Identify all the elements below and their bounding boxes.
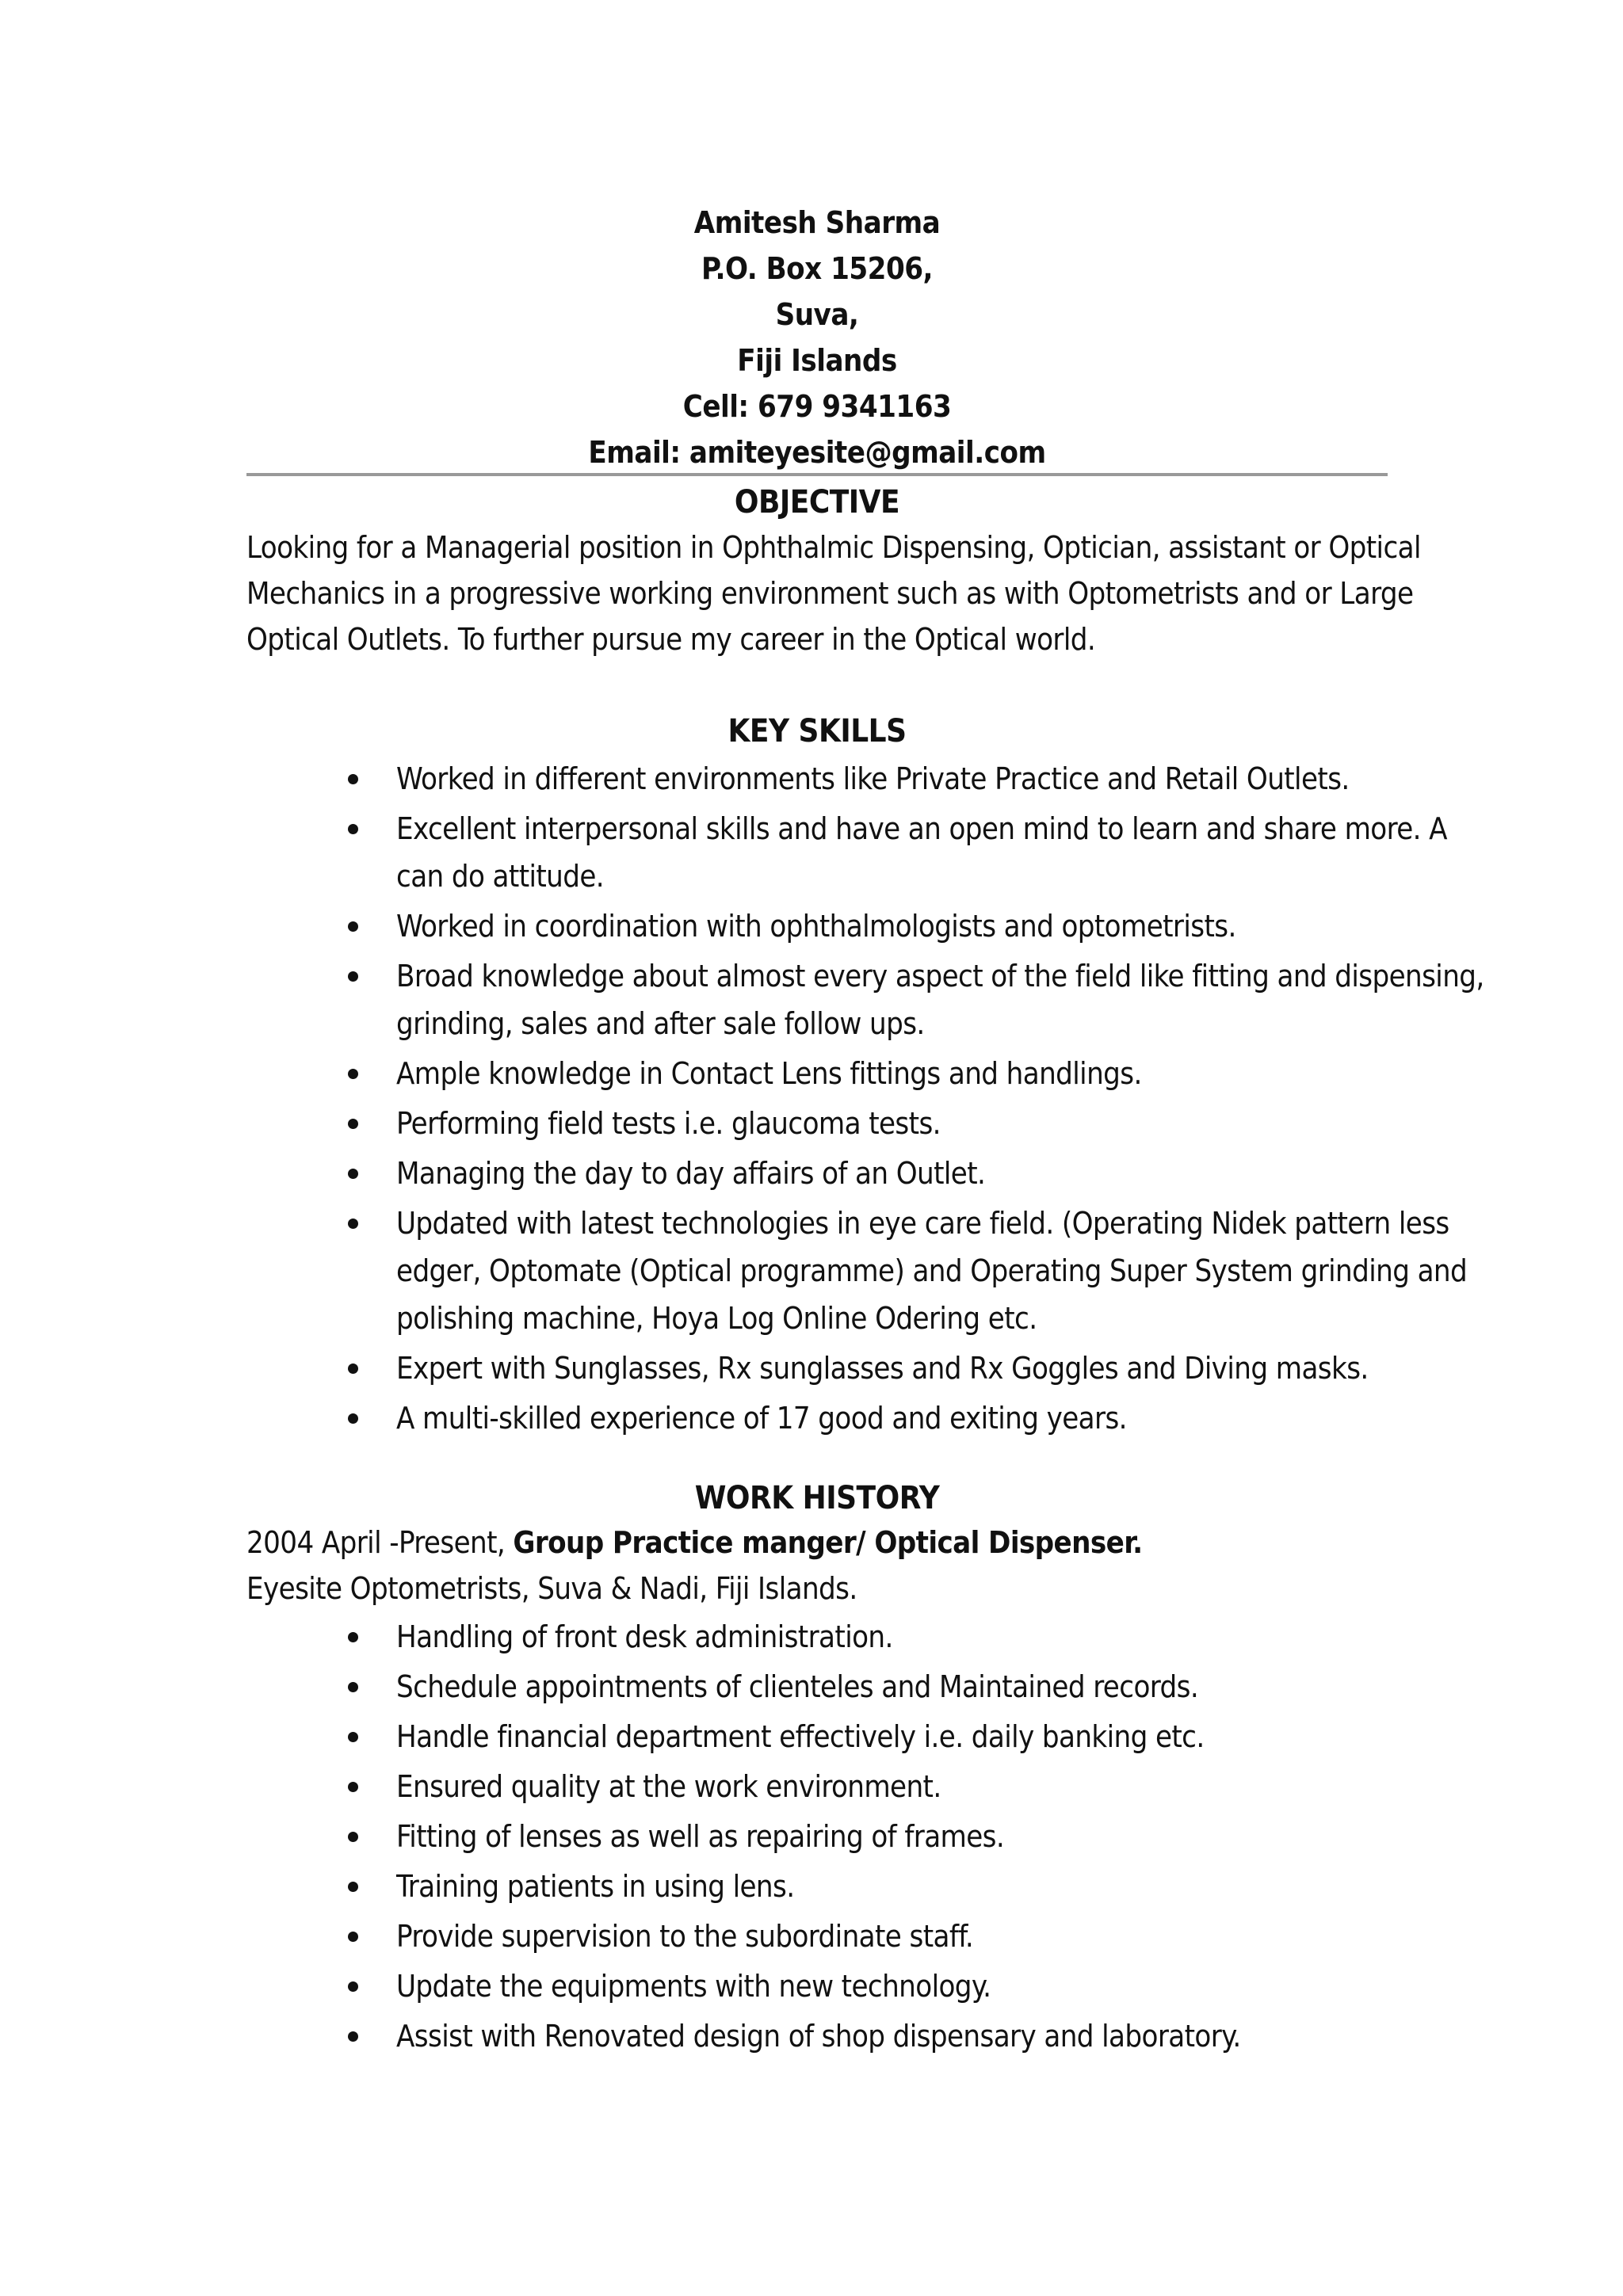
duty-item-text: Training patients in using lens. bbox=[396, 1869, 795, 1904]
duty-item bbox=[246, 1613, 1388, 1661]
skill-item bbox=[246, 1100, 1388, 1147]
duty-item-text: Update the equipments with new technology. bbox=[396, 1969, 991, 2004]
bullet-icon bbox=[348, 1069, 358, 1079]
skill-item-text: grinding, sales and after sale follow ups. bbox=[396, 1006, 925, 1041]
objective-text bbox=[246, 524, 1421, 662]
skill-item bbox=[246, 1150, 1388, 1197]
bullet-icon bbox=[348, 1782, 358, 1792]
bullet-icon bbox=[348, 1119, 358, 1129]
skill-item-text: Managing the day to day affairs of an Outlet. bbox=[396, 1156, 986, 1191]
skill-item-text: Updated with latest technologies in eye care field. (Operating Nidek pattern less bbox=[396, 1206, 1449, 1241]
bullet-icon bbox=[348, 1363, 358, 1374]
duty-item bbox=[246, 1713, 1388, 1760]
bullet-icon bbox=[348, 921, 358, 932]
candidate-name: Amitesh Sharma bbox=[693, 205, 941, 240]
skill-item-text: Performing field tests i.e. glaucoma tests. bbox=[396, 1106, 941, 1141]
skill-item bbox=[246, 805, 1447, 900]
duty-item-text: Handling of front desk administration. bbox=[396, 1619, 893, 1654]
duty-item bbox=[246, 1962, 1388, 2010]
header-divider bbox=[246, 473, 1388, 476]
bullet-icon bbox=[348, 1632, 358, 1642]
cell-number: Cell: 679 9341163 bbox=[682, 389, 952, 424]
bullet-icon bbox=[348, 1882, 358, 1892]
key-skills-title: KEY SKILLS bbox=[727, 713, 907, 749]
skill-item bbox=[246, 952, 1484, 1047]
bullet-icon bbox=[348, 1981, 358, 1992]
address-line-1: P.O. Box 15206, bbox=[701, 251, 934, 286]
skill-item bbox=[246, 1344, 1388, 1392]
skill-item bbox=[246, 1394, 1388, 1442]
email-address: Email: amiteyesite@gmail.com bbox=[588, 435, 1046, 470]
duty-item-text: Ensured quality at the work environment. bbox=[396, 1769, 941, 1804]
skill-item-text: can do attitude. bbox=[396, 859, 605, 894]
duty-item bbox=[246, 1863, 1388, 1910]
skill-item bbox=[246, 1050, 1388, 1097]
skill-item-text: A multi-skilled experience of 17 good and exiting years. bbox=[396, 1401, 1127, 1436]
skill-item bbox=[246, 902, 1388, 950]
address-line-2: Suva, bbox=[775, 297, 859, 332]
skill-item-text: edger, Optomate (Optical programme) and Operating Super System grinding and bbox=[396, 1253, 1468, 1288]
duty-item-text: Assist with Renovated design of shop dispensary and laboratory. bbox=[396, 2019, 1241, 2054]
bullet-icon bbox=[348, 1682, 358, 1692]
bullet-icon bbox=[348, 1932, 358, 1942]
duty-item bbox=[246, 1763, 1388, 1810]
duty-item-text: Handle financial department effectively i.e. daily banking etc. bbox=[396, 1719, 1205, 1754]
skill-item-text: Expert with Sunglasses, Rx sunglasses and Rx Goggles and Diving masks. bbox=[396, 1351, 1369, 1386]
bullet-icon bbox=[348, 1413, 358, 1424]
skill-item-text: Worked in coordination with ophthalmologists and optometrists. bbox=[396, 909, 1236, 944]
duty-item-text: Schedule appointments of clienteles and Maintained records. bbox=[396, 1669, 1199, 1704]
work-history-title: WORK HISTORY bbox=[694, 1480, 940, 1516]
duty-item bbox=[246, 1813, 1388, 1860]
key-skills-list bbox=[246, 755, 1484, 1444]
job-employer: Eyesite Optometrists, Suva & Nadi, Fiji Islands. bbox=[246, 1571, 857, 1606]
skill-item-text: Worked in different environments like Private Practice and Retail Outlets. bbox=[396, 761, 1350, 796]
bullet-icon bbox=[348, 1219, 358, 1229]
contact-header bbox=[246, 200, 1388, 475]
bullet-icon bbox=[348, 824, 358, 834]
duty-item bbox=[246, 2012, 1388, 2060]
objective-line: Looking for a Managerial position in Ophthalmic Dispensing, Optician, assistant or Optical bbox=[246, 530, 1421, 565]
skill-item bbox=[246, 755, 1388, 803]
objective-title: OBJECTIVE bbox=[734, 484, 900, 521]
job-period: 2004 April -Present, bbox=[246, 1525, 514, 1560]
objective-line: Mechanics in a progressive working environment such as with Optometrists and or Large bbox=[246, 576, 1414, 611]
skill-item-text: Excellent interpersonal skills and have an open mind to learn and share more. A bbox=[396, 811, 1447, 846]
skill-item-text: Ample knowledge in Contact Lens fittings and handlings. bbox=[396, 1056, 1142, 1091]
skill-item bbox=[246, 1199, 1468, 1342]
duty-item bbox=[246, 1663, 1388, 1711]
bullet-icon bbox=[348, 2031, 358, 2042]
skill-item-text: Broad knowledge about almost every aspect of the field like fitting and dispensing, bbox=[396, 959, 1484, 994]
bullet-icon bbox=[348, 774, 358, 784]
job-position: Group Practice manger/ Optical Dispenser. bbox=[513, 1525, 1143, 1560]
bullet-icon bbox=[348, 971, 358, 982]
duty-item-text: Fitting of lenses as well as repairing of frames. bbox=[396, 1819, 1005, 1854]
bullet-icon bbox=[348, 1832, 358, 1842]
address-line-3: Fiji Islands bbox=[737, 343, 897, 378]
job-heading bbox=[246, 1520, 1388, 1566]
duty-item bbox=[246, 1913, 1388, 1960]
job-duties-list bbox=[246, 1613, 1388, 2062]
bullet-icon bbox=[348, 1732, 358, 1742]
skill-item-text: polishing machine, Hoya Log Online Odering etc. bbox=[396, 1301, 1037, 1336]
duty-item-text: Provide supervision to the subordinate staff. bbox=[396, 1919, 974, 1954]
bullet-icon bbox=[348, 1169, 358, 1179]
objective-line: Optical Outlets. To further pursue my career in the Optical world. bbox=[246, 622, 1096, 657]
